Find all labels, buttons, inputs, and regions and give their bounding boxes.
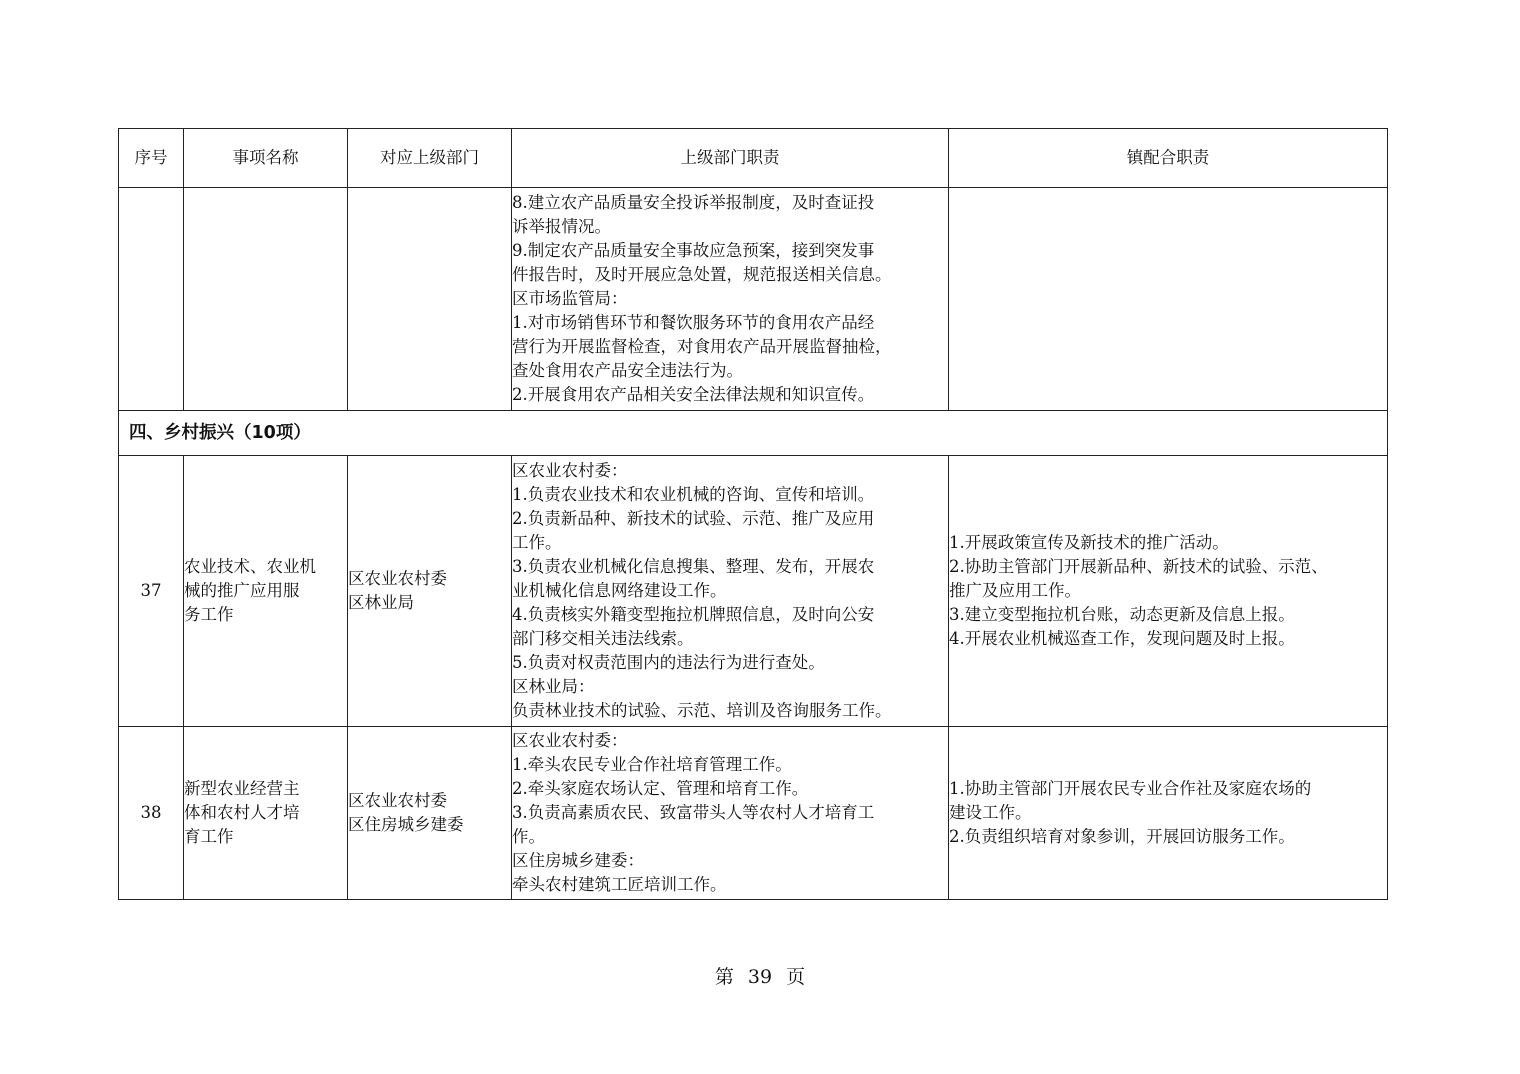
duty-line: 3.负责农业机械化信息搜集、整理、发布，开展农	[512, 557, 875, 576]
duty-line: 牵头农村建筑工匠培训工作。	[512, 875, 727, 894]
cell-town-duty	[949, 727, 1388, 900]
section-title: 四、乡村振兴（10项）	[119, 411, 1388, 456]
duty-line: 2.牵头家庭农场认定、管理和培育工作。	[512, 779, 809, 798]
cell-duty	[512, 727, 949, 900]
table-row-continued	[119, 188, 1388, 411]
duty-line: 3.负责高素质农民、致富带头人等农村人才培育工	[512, 803, 875, 822]
cell-dept-empty	[348, 188, 512, 411]
duty-line: 8.建立农产品质量安全投诉举报制度，及时查证投	[512, 193, 875, 212]
duty-line: 诉举报情况。	[512, 217, 611, 236]
header-town-duty: 镇配合职责	[949, 129, 1388, 188]
name-line: 农业技术、农业机	[184, 557, 316, 576]
name-line: 育工作	[184, 827, 234, 846]
duty-line: 区农业农村委：	[512, 731, 628, 750]
duty-line: 9.制定农产品质量安全事故应急预案，接到突发事	[512, 241, 875, 260]
duty-line: 负责林业技术的试验、示范、培训及咨询服务工作。	[512, 701, 892, 720]
duty-line: 区住房城乡建委：	[512, 851, 644, 870]
table-row	[119, 727, 1388, 900]
town-line: 推广及应用工作。	[949, 581, 1081, 600]
duty-line: 区农业农村委：	[512, 461, 628, 480]
footer-prefix: 第	[714, 966, 734, 988]
duty-line: 区林业局：	[512, 677, 595, 696]
town-line: 建设工作。	[949, 803, 1032, 822]
cell-num: 38	[119, 727, 184, 900]
cell-duty	[512, 188, 949, 411]
cell-dept	[348, 456, 512, 727]
duty-line: 件报告时，及时开展应急处置，规范报送相关信息。	[512, 265, 892, 284]
dept-line: 区农业农村委	[348, 791, 447, 810]
town-line: 2.协助主管部门开展新品种、新技术的试验、示范、	[949, 557, 1328, 576]
duty-line: 5.负责对权责范围内的违法行为进行查处。	[512, 653, 825, 672]
duty-line: 1.负责农业技术和农业机械的咨询、宣传和培训。	[512, 485, 875, 504]
duty-line: 查处食用农产品安全违法行为。	[512, 361, 743, 380]
cell-num-empty	[119, 188, 184, 411]
cell-item-name	[184, 727, 348, 900]
duty-line: 1.对市场销售环节和餐饮服务环节的食用农产品经	[512, 313, 875, 332]
town-line: 1.协助主管部门开展农民专业合作社及家庭农场的	[949, 779, 1312, 798]
footer-suffix: 页	[786, 966, 806, 988]
page-footer	[0, 962, 1520, 989]
header-seq: 序号	[119, 129, 184, 188]
header-item-name: 事项名称	[184, 129, 348, 188]
dept-line: 区林业局	[348, 593, 414, 612]
cell-item-name	[184, 456, 348, 727]
town-line: 1.开展政策宣传及新技术的推广活动。	[949, 533, 1229, 552]
duty-line: 作。	[512, 827, 545, 846]
duty-line: 2.负责新品种、新技术的试验、示范、推广及应用	[512, 509, 875, 528]
duty-line: 工作。	[512, 533, 562, 552]
cell-name-empty	[184, 188, 348, 411]
cell-num: 37	[119, 456, 184, 727]
duty-line: 2.开展食用农产品相关安全法律法规和知识宣传。	[512, 385, 875, 404]
duty-line: 4.负责核实外籍变型拖拉机牌照信息，及时向公安	[512, 605, 875, 624]
town-line: 4.开展农业机械巡查工作，发现问题及时上报。	[949, 629, 1295, 648]
cell-town-duty	[949, 456, 1388, 727]
town-line: 3.建立变型拖拉机台账，动态更新及信息上报。	[949, 605, 1295, 624]
duty-line: 1.牵头农民专业合作社培育管理工作。	[512, 755, 792, 774]
duty-line: 区市场监管局：	[512, 289, 628, 308]
duty-table	[118, 128, 1388, 900]
duty-line: 部门移交相关违法线索。	[512, 629, 694, 648]
duty-line: 业机械化信息网络建设工作。	[512, 581, 727, 600]
name-line: 械的推广应用服	[184, 581, 300, 600]
page-number: 39	[747, 966, 773, 988]
table-header-row	[119, 129, 1388, 188]
cell-duty	[512, 456, 949, 727]
section-row	[119, 411, 1388, 456]
name-line: 务工作	[184, 605, 234, 624]
header-duty: 上级部门职责	[512, 129, 949, 188]
name-line: 体和农村人才培	[184, 803, 300, 822]
name-line: 新型农业经营主	[184, 779, 300, 798]
duty-line: 营行为开展监督检查，对食用农产品开展监督抽检，	[512, 337, 892, 356]
header-dept: 对应上级部门	[348, 129, 512, 188]
town-line: 2.负责组织培育对象参训，开展回访服务工作。	[949, 827, 1295, 846]
dept-line: 区住房城乡建委	[348, 815, 464, 834]
table-row	[119, 456, 1388, 727]
cell-town-empty	[949, 188, 1388, 411]
dept-line: 区农业农村委	[348, 569, 447, 588]
cell-dept	[348, 727, 512, 900]
